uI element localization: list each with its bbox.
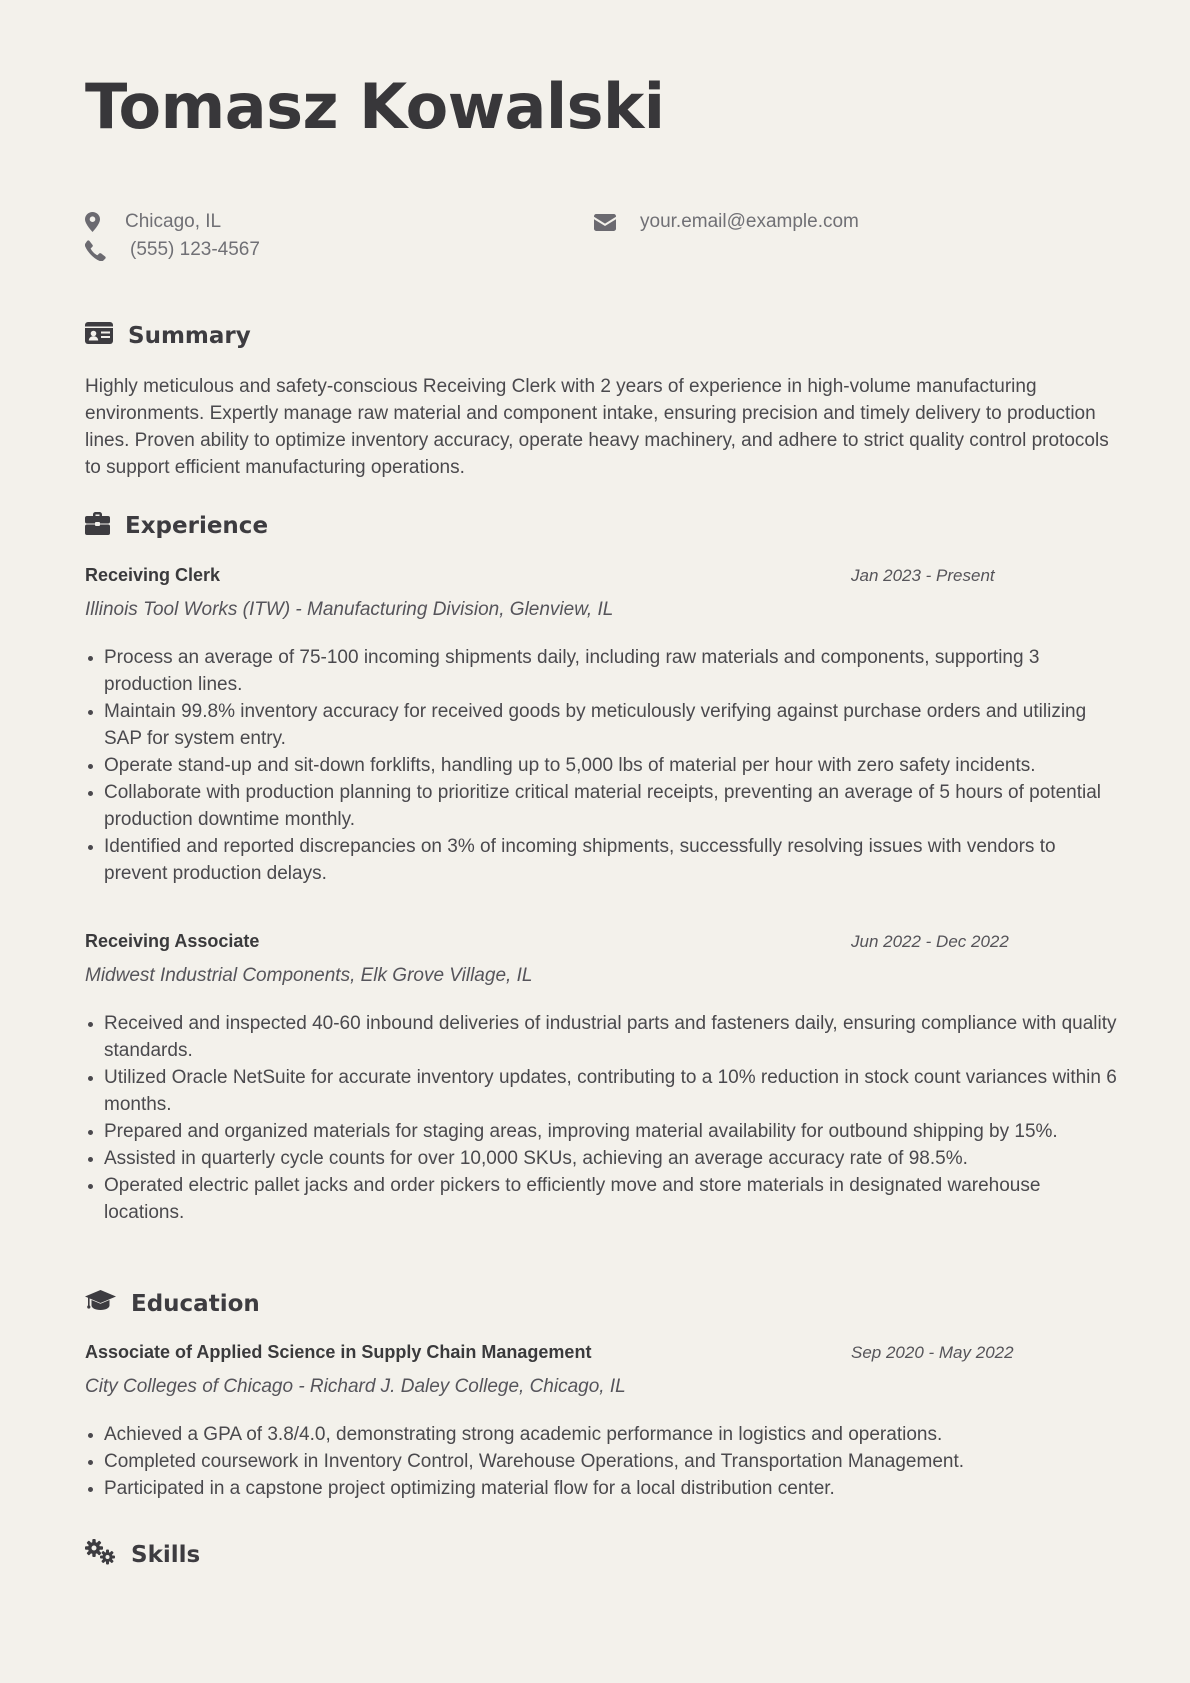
education-bullets [85, 1421, 1120, 1502]
list-item: Operate stand-up and sit-down forklifts, handling up to 5,000 lbs of material per hour with zero safety incidents. [85, 752, 1120, 779]
job-title: Receiving Associate [85, 931, 260, 951]
experience-heading [85, 512, 268, 540]
list-item: Prepared and organized materials for staging areas, improving material availability for outbound shipping by 15%. [85, 1118, 1120, 1145]
job-bullets [85, 1010, 1120, 1226]
school-name: City Colleges of Chicago - Richard J. Daley College, Chicago, IL [85, 1376, 626, 1397]
job-dates: Jan 2023 - Present [851, 566, 995, 585]
location-text: Chicago, IL [125, 211, 222, 232]
list-item: Collaborate with production planning to prioritize critical material receipts, preventing an average of 5 hours of potential production downtime monthly. [85, 779, 1120, 833]
list-item: Achieved a GPA of 3.8/4.0, demonstrating strong academic performance in logistics and operations. [85, 1421, 1120, 1448]
list-item: Participated in a capstone project optimizing material flow for a local distribution center. [85, 1475, 1120, 1502]
phone-icon [85, 240, 130, 261]
list-item: Completed coursework in Inventory Control, Warehouse Operations, and Transportation Management. [85, 1448, 1120, 1475]
section-title: Summary [128, 322, 251, 349]
list-item: Identified and reported discrepancies on 3% of incoming shipments, successfully resolving issues with vendors to prevent production delays. [85, 833, 1120, 887]
contact-email [594, 211, 859, 233]
list-item: Maintain 99.8% inventory accuracy for received goods by meticulously verifying against purchase orders and utilizing SAP for system entry. [85, 698, 1120, 752]
job-employer: Midwest Industrial Components, Elk Grove Village, IL [85, 965, 533, 986]
envelope-icon [594, 214, 640, 231]
job-bullets [85, 644, 1120, 887]
job-title: Receiving Clerk [85, 565, 221, 585]
skills-heading [85, 1539, 200, 1570]
email-text[interactable]: your.email@example.com [640, 211, 859, 232]
list-item: Operated electric pallet jacks and order pickers to efficiently move and store materials in designated warehouse locations. [85, 1172, 1120, 1226]
degree-title: Associate of Applied Science in Supply Chain Management [85, 1342, 592, 1362]
job-dates: Jun 2022 - Dec 2022 [851, 932, 1009, 951]
briefcase-icon [85, 512, 125, 540]
summary-text: Highly meticulous and safety-conscious Receiving Clerk with 2 years of experience in high-volume manufacturing environments. Expertly manage raw material and component intake, ensuring precision and timely delivery to production lines. Proven ability to optimize inventory accuracy, operate heavy machinery, and adhere to strict quality control protocols to support efficient manufacturing operations. [85, 376, 1109, 478]
list-item: Process an average of 75-100 incoming shipments daily, including raw materials and components, supporting 3 production lines. [85, 644, 1120, 698]
section-title: Skills [131, 1541, 201, 1568]
id-card-icon [85, 322, 128, 349]
list-item: Assisted in quarterly cycle counts for over 10,000 SKUs, achieving an average accuracy rate of 98.5%. [85, 1145, 1120, 1172]
summary-heading [85, 322, 251, 349]
list-item: Received and inspected 40-60 inbound deliveries of industrial parts and fasteners daily, ensuring compliance with quality standards. [85, 1010, 1120, 1064]
map-marker-icon [85, 212, 125, 232]
job-employer: Illinois Tool Works (ITW) - Manufacturing Division, Glenview, IL [85, 599, 614, 620]
section-title: Education [131, 1290, 260, 1317]
contact-phone [85, 239, 260, 261]
gears-icon [85, 1539, 131, 1570]
section-title: Experience [125, 513, 269, 539]
phone-text: (555) 123-4567 [130, 239, 260, 260]
education-dates: Sep 2020 - May 2022 [851, 1343, 1014, 1362]
list-item: Utilized Oracle NetSuite for accurate inventory updates, contributing to a 10% reduction in stock count variances within 6 months. [85, 1064, 1120, 1118]
graduation-cap-icon [85, 1290, 131, 1317]
contact-location [85, 211, 221, 233]
candidate-name: Tomasz Kowalski [85, 70, 665, 143]
education-heading [85, 1290, 260, 1317]
